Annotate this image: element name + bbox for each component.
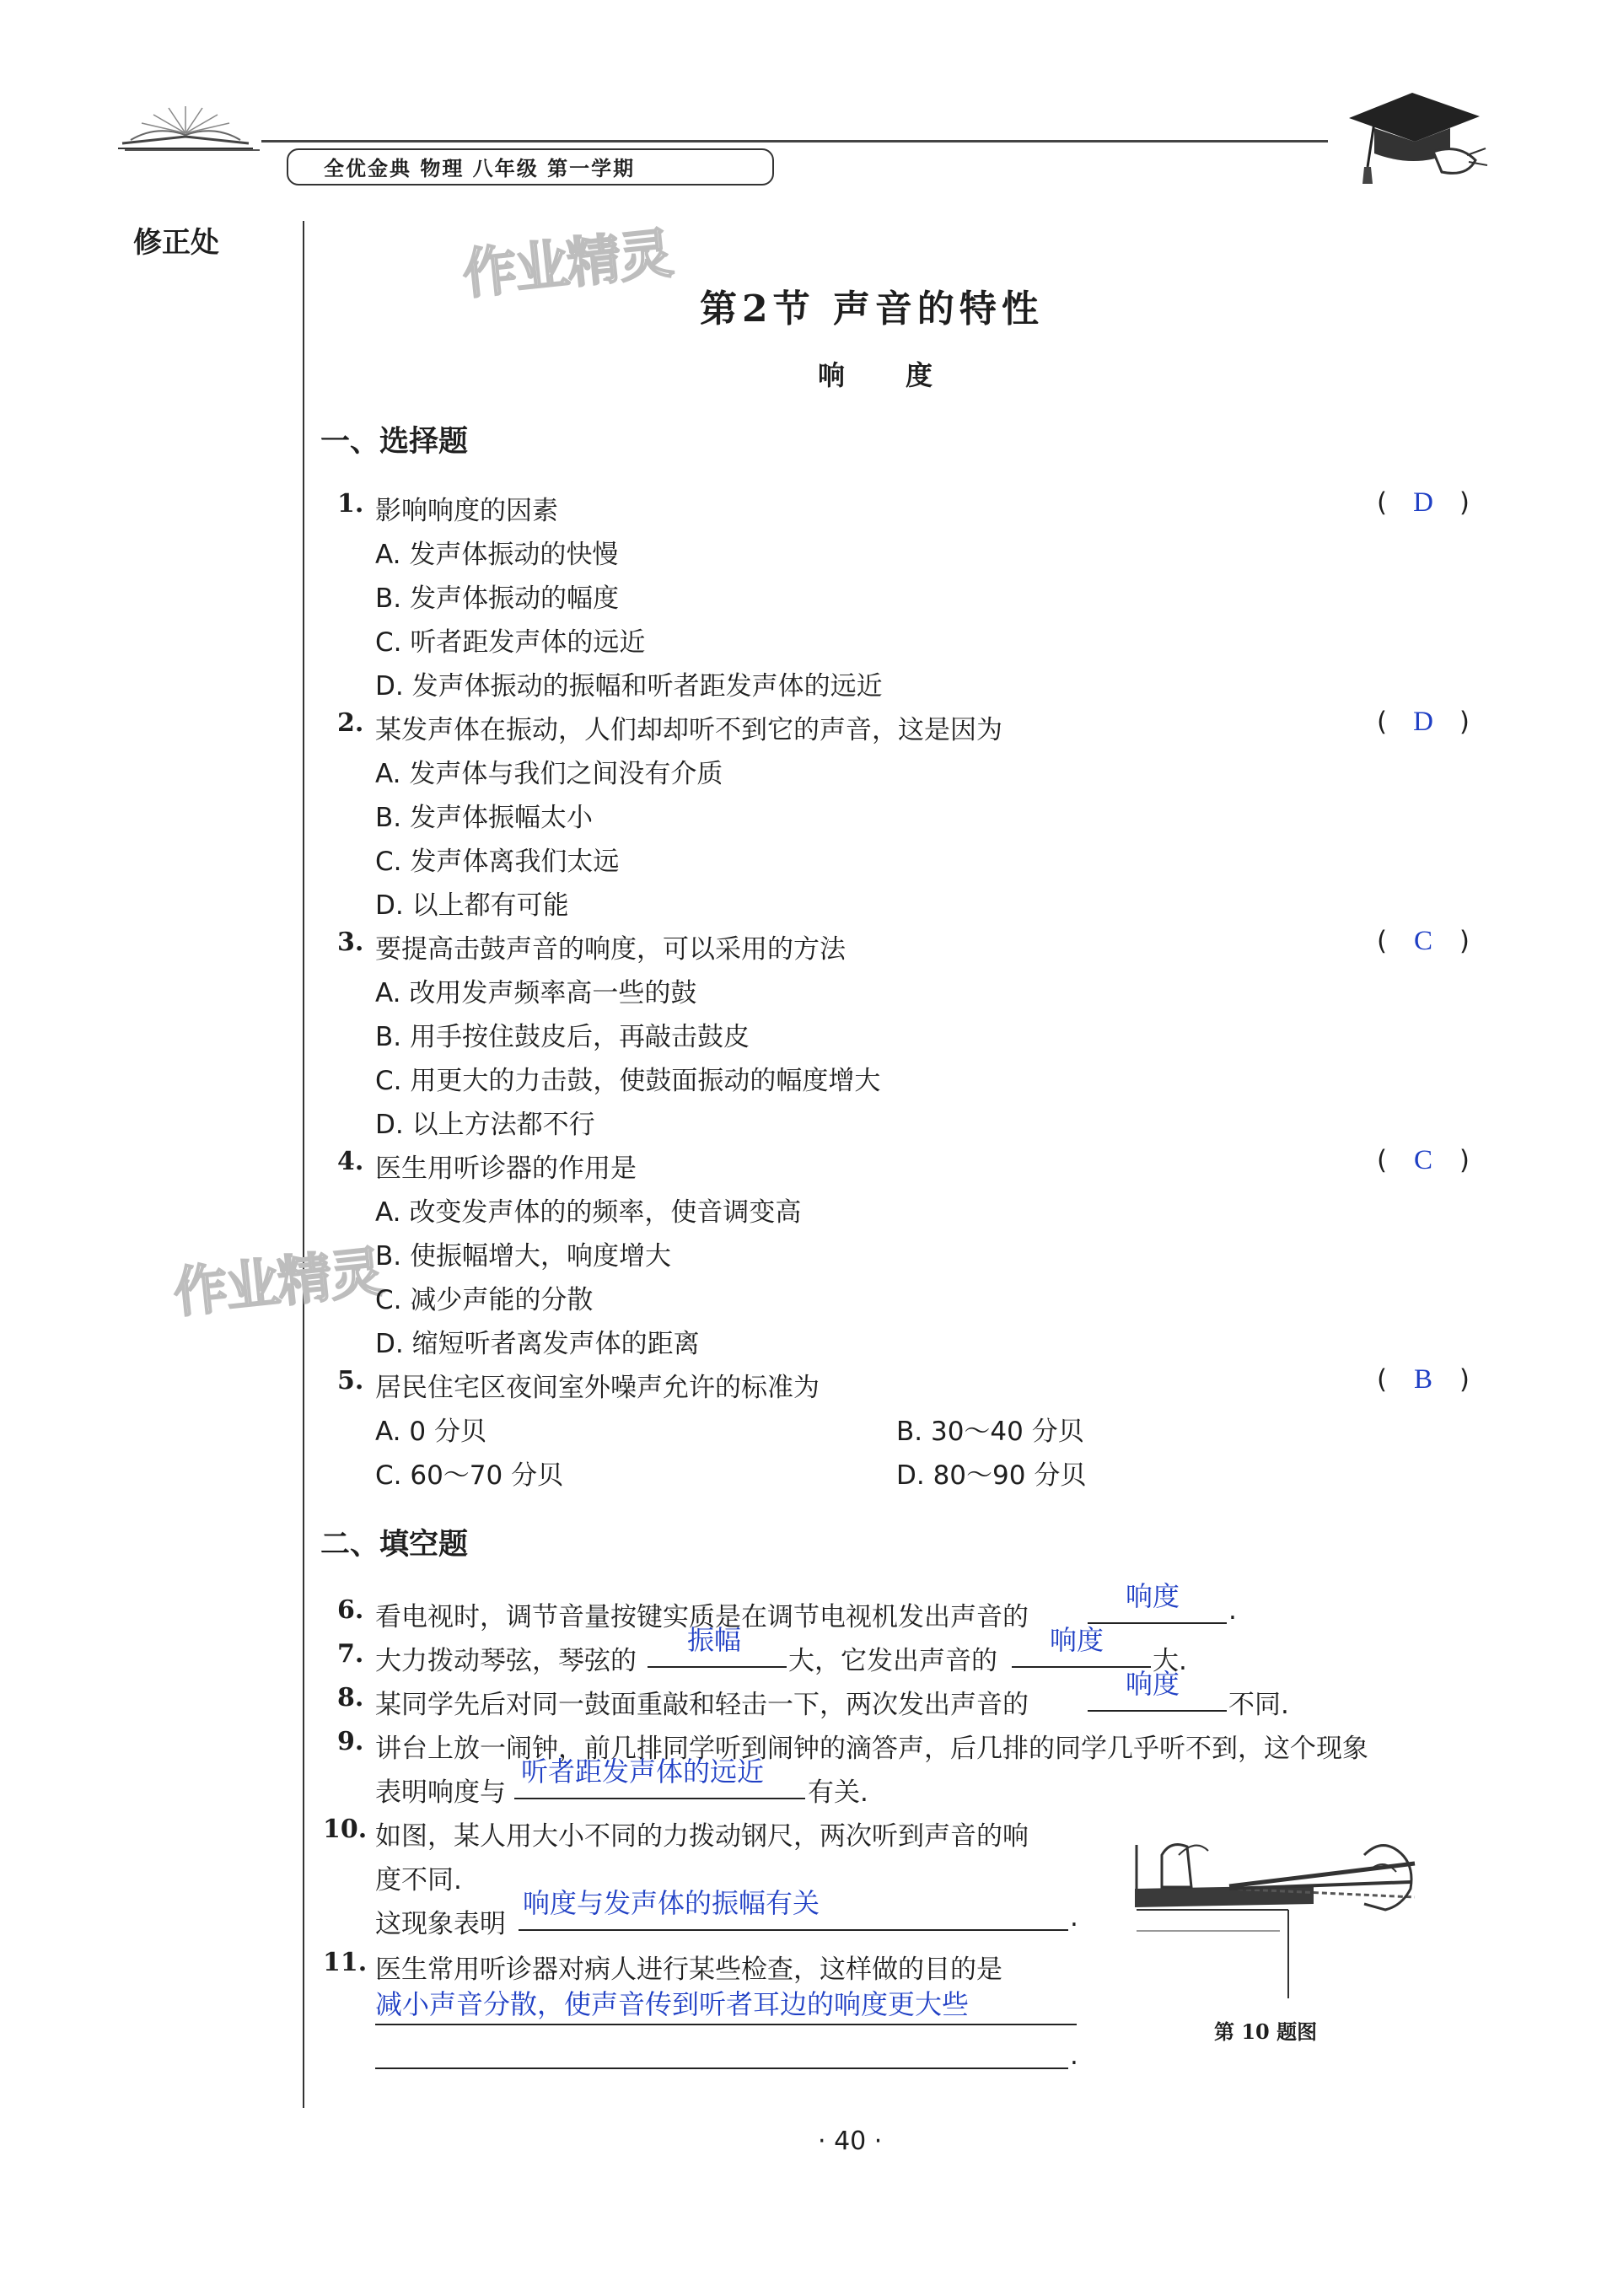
margin-divider [303, 221, 304, 2108]
handwritten-answer: 响度与发声体的振幅有关 [523, 1887, 820, 1919]
option: D. 以上都有可能 [375, 890, 569, 921]
handwritten-answer: 响度 [1050, 1624, 1104, 1656]
answer-blank [1088, 1707, 1227, 1712]
mc-answer: D [1413, 707, 1433, 737]
figure-caption: 第 10 题图 [1214, 2019, 1318, 2044]
answer-bracket: ( B ) [1377, 1364, 1470, 1395]
question-text: 有关. [808, 1777, 868, 1808]
option: A. 改变发声体的的频率，使音调变高 [375, 1197, 802, 1228]
answer-blank [375, 2020, 1077, 2025]
handwritten-answer: 减小声音分散，使声音传到听者耳边的响度更大些 [375, 1988, 970, 2020]
question-number: 9. [337, 1727, 364, 1756]
question-text: 影响响度的因素 [375, 496, 558, 526]
option: C. 60～70 分贝 [375, 1460, 564, 1491]
question-number: 10. [323, 1815, 368, 1844]
question-number: 6. [337, 1595, 364, 1625]
answer-blank [514, 1794, 805, 1799]
question-number: 1. [337, 489, 364, 519]
handwritten-answer: 响度 [1126, 1668, 1180, 1700]
question-text: 医生用听诊器的作用是 [375, 1153, 637, 1184]
question-number: 7. [337, 1639, 364, 1669]
question-text: . [1070, 1902, 1078, 1933]
question-text: 这现象表明 [375, 1909, 506, 1939]
option: D. 缩短听者离发声体的距离 [375, 1329, 700, 1359]
part1-heading: 一、选择题 [320, 425, 469, 459]
option: D. 发声体振动的振幅和听者距发声体的远近 [375, 671, 883, 702]
ruler-experiment-figure [1111, 1804, 1432, 1998]
question-text: . [1228, 1595, 1237, 1626]
option: C. 用更大的力击鼓，使鼓面振动的幅度增大 [375, 1066, 881, 1096]
watermark-text: 作业精灵 [170, 1241, 385, 1325]
subsection-title: 响度 [818, 359, 994, 391]
part2-heading: 二、填空题 [320, 1528, 469, 1562]
mc-answer: D [1413, 487, 1433, 518]
mc-answer: C [1413, 926, 1432, 956]
answer-blank [1088, 1619, 1227, 1624]
question-text: 看电视时，调节音量按键实质是在调节电视机发出声音的 [375, 1602, 1029, 1632]
page-number: · 40 · [818, 2127, 883, 2156]
question-number: 8. [337, 1683, 364, 1713]
open-book-logo-icon [118, 99, 253, 152]
answer-blank [519, 1926, 1068, 1931]
answer-blank [375, 2064, 1068, 2069]
mc-answer: C [1413, 1145, 1432, 1175]
option: B. 使振幅增大，响度增大 [375, 1241, 671, 1272]
answer-blank [648, 1663, 787, 1668]
question-number: 3. [337, 928, 364, 957]
option: B. 发声体振动的幅度 [375, 583, 619, 614]
handwritten-answer: 响度 [1126, 1580, 1180, 1612]
option: C. 减少声能的分散 [375, 1285, 594, 1315]
series-title: 全优金典 物理 八年级 第一学期 [287, 148, 774, 186]
question-number: 11. [323, 1948, 368, 1977]
question-text: 度不同. [375, 1865, 462, 1895]
answer-bracket: ( C ) [1377, 1145, 1470, 1175]
question-text: 某同学先后对同一鼓面重敲和轻击一下，两次发出声音的 [375, 1690, 1029, 1720]
option: B. 用手按住鼓皮后，再敲击鼓皮 [375, 1022, 750, 1052]
question-text: 居民住宅区夜间室外噪声允许的标准为 [375, 1373, 820, 1403]
option: A. 改用发声频率高一些的鼓 [375, 978, 697, 1008]
question-text: 讲台上放一闹钟，前几排同学听到闹钟的滴答声，后几排的同学几乎听不到，这个现象 [375, 1734, 1368, 1764]
handwritten-answer: 振幅 [687, 1624, 742, 1656]
question-number: 2. [337, 708, 364, 738]
option: A. 0 分贝 [375, 1417, 486, 1447]
header-rule-left [125, 149, 260, 151]
watermark-text: 作业精灵 [460, 223, 675, 307]
question-text: 医生常用听诊器对病人进行某些检查，这样做的目的是 [375, 1955, 1002, 1985]
option: C. 发声体离我们太远 [375, 847, 620, 877]
option: A. 发声体振动的快慢 [375, 540, 619, 570]
question-number: 5. [337, 1366, 364, 1395]
option: B. 发声体振幅太小 [375, 803, 593, 833]
option: A. 发声体与我们之间没有介质 [375, 759, 723, 789]
question-text: 某发声体在振动，人们却却听不到它的声音，这是因为 [375, 715, 1002, 745]
question-text: 表明响度与 [375, 1777, 506, 1808]
question-text: 不同. [1228, 1690, 1289, 1720]
option: C. 听者距发声体的远近 [375, 627, 646, 658]
option: B. 30～40 分贝 [896, 1417, 1084, 1447]
graduation-cap-icon [1341, 84, 1488, 190]
handwritten-answer: 听者距发声体的远近 [521, 1756, 765, 1788]
answer-bracket: ( D ) [1377, 487, 1470, 518]
answer-bracket: ( C ) [1377, 926, 1470, 956]
question-text: 大力拨动琴弦，琴弦的 [375, 1646, 637, 1676]
question-text: 大，它发出声音的 [788, 1646, 997, 1676]
question-text: 如图，某人用大小不同的力拨动钢尺，两次听到声音的响 [375, 1821, 1029, 1852]
question-number: 4. [337, 1147, 364, 1176]
question-text: . [1070, 2041, 1078, 2071]
question-text: 大. [1153, 1646, 1187, 1676]
answer-bracket: ( D ) [1377, 707, 1470, 737]
mc-answer: B [1413, 1364, 1432, 1395]
margin-label: 修正处 [133, 226, 219, 260]
option: D. 以上方法都不行 [375, 1110, 595, 1140]
header-rule [261, 140, 1328, 142]
option: D. 80～90 分贝 [896, 1460, 1087, 1491]
section-title: 第2节 声音的特性 [700, 288, 1044, 331]
question-text: 要提高击鼓声音的响度，可以采用的方法 [375, 934, 846, 965]
